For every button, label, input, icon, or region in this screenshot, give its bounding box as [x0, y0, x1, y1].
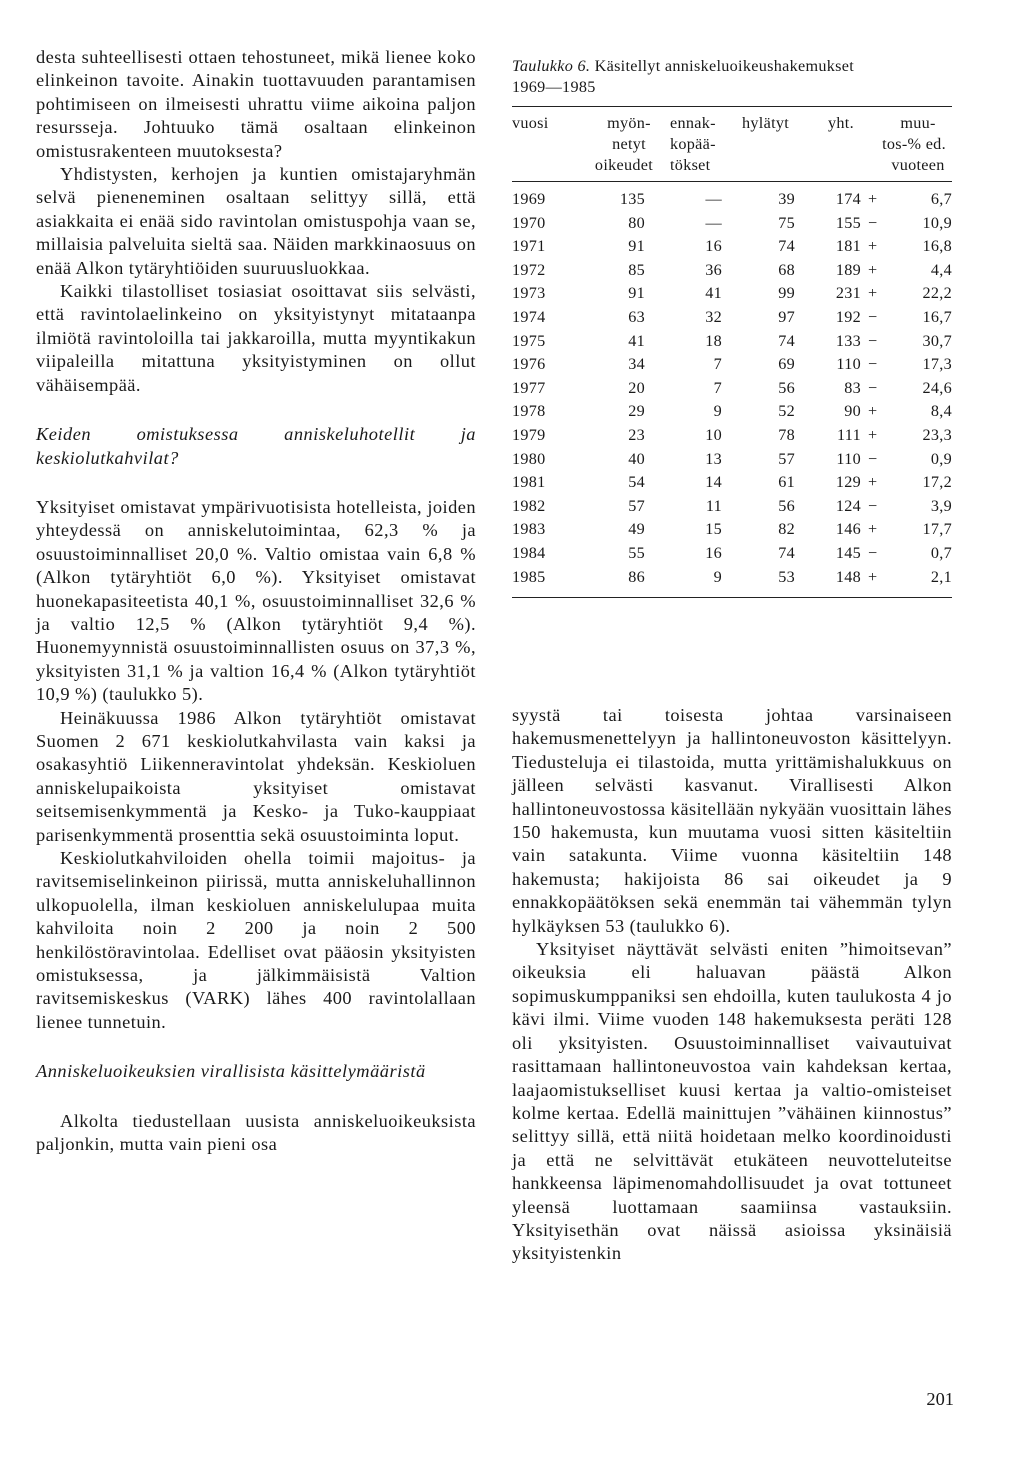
cell-total: 174	[835, 190, 861, 208]
cell-advance: 7	[713, 378, 722, 397]
cell-change	[868, 306, 952, 330]
left-column	[36, 46, 476, 1156]
cell-year: 1983	[512, 520, 546, 539]
paragraph: Yksityiset näyttävät selvästi eniten ”himoitsevan” oikeuksia eli haluavan päästä Alkon sopimuskumppaniksi sen ehdoilla, kuten taulukosta 4 jo kävi ilmi. Viime vuoden 148 hakemuksesta peräti 128 oli yksityisten. Osuustoiminnalliset vaivautuivat rasittamaan hallintoneuvostoa vain kahdeksan kertaa, laajaomistukselliset kuusi kertaa ja valtio-omisteiset kolme kertaa. Edellä mainittujen ”vähäinen kiinnostus” selittyy sillä, että niitä hoidetaan melko koordinoidusti ja että ne selvittävät etukäteen neuvotteluteitse hankkeensa läpimenomahdollisuudet ja ovat tottuneet yleensä luottamaan saamiinsa vastauksiin. Yksityisethän ovat näissä asioissa yksinäisiä yksityistenkin	[512, 939, 952, 1264]
paragraph: Alkolta tiedustellaan uusista anniskeluoikeuksista paljonkin, mutta vain pieni osa	[36, 1110, 476, 1155]
cell-change	[868, 330, 952, 354]
cell-change-sign: +	[868, 237, 878, 256]
cell-change	[868, 188, 952, 212]
cell-change	[868, 566, 952, 590]
table-bottom-rule	[512, 597, 952, 598]
cell-rejected: 99	[778, 284, 795, 303]
cell-granted: 54	[628, 473, 645, 492]
cell-change-sign: −	[868, 307, 878, 326]
cell-year: 1974	[512, 307, 546, 326]
cell-total: 192	[835, 307, 861, 326]
cell-total: 155	[835, 213, 861, 232]
section-heading: Anniskeluoikeuksien virallisista käsittelymääristä	[36, 1061, 426, 1082]
cell-change	[868, 424, 952, 448]
cell-change-value: 17,3	[922, 355, 952, 374]
cell-change-value: 17,7	[922, 520, 952, 539]
cell-year: 1985	[512, 567, 546, 586]
cell-change-value: 24,6	[922, 378, 952, 397]
cell-granted: 91	[628, 237, 645, 256]
cell-change-sign: +	[868, 567, 878, 586]
table-row	[512, 471, 952, 495]
cell-change	[868, 212, 952, 236]
cell-year: 1973	[512, 284, 546, 303]
page-number: 201	[926, 1389, 954, 1409]
cell-year: 1971	[512, 237, 546, 256]
header-total: yht.	[828, 114, 854, 132]
cell-year: 1980	[512, 449, 546, 468]
cell-change	[868, 353, 952, 377]
header-rejected: hylätyt	[742, 114, 790, 132]
cell-granted: 86	[628, 567, 645, 586]
cell-change-sign: +	[868, 520, 878, 539]
cell-granted: 23	[628, 425, 645, 444]
cell-rejected: 97	[778, 307, 795, 326]
cell-year: 1984	[512, 543, 546, 562]
cell-advance: 16	[705, 237, 722, 256]
table-body	[512, 188, 952, 589]
table-row	[512, 542, 952, 566]
cell-year: 1972	[512, 260, 546, 279]
cell-year: 1977	[512, 378, 546, 397]
cell-change-value: 17,2	[922, 473, 952, 492]
cell-advance: 16	[705, 543, 722, 562]
cell-change	[868, 282, 952, 306]
cell-granted: 63	[628, 307, 645, 326]
cell-rejected: 56	[778, 378, 795, 397]
table-header	[512, 107, 952, 181]
table-row	[512, 282, 952, 306]
cell-granted: 20	[628, 378, 645, 397]
table-caption-years: 1969—1985	[512, 78, 596, 96]
cell-change-value: 3,9	[930, 496, 952, 515]
cell-advance: 18	[705, 331, 722, 350]
cell-change	[868, 448, 952, 472]
cell-rejected: 57	[778, 449, 795, 468]
cell-granted: 85	[628, 260, 645, 279]
cell-rejected: 82	[778, 520, 795, 539]
paragraph: Kaikki tilastolliset tosiasiat osoittavat siis selvästi, että ravintolaelinkeino on yksityistynyt mitataanpa ilmiötä ravintoloilla tai jakkaroilla, mutta myyntikakun viipaleilla mitattuna yksityistyminen on ollut vähäisempää.	[36, 281, 476, 395]
cell-change	[868, 471, 952, 495]
header-year: vuosi	[512, 114, 549, 132]
cell-change	[868, 377, 952, 401]
cell-advance: 14	[705, 473, 722, 492]
cell-total: 129	[835, 473, 861, 492]
cell-rejected: 75	[778, 213, 795, 232]
cell-change-sign: +	[868, 473, 878, 492]
table-row	[512, 306, 952, 330]
cell-rejected: 52	[778, 402, 795, 421]
cell-granted: 34	[628, 355, 645, 374]
cell-change-sign: −	[868, 331, 878, 350]
table-row	[512, 400, 952, 424]
cell-change-sign: −	[868, 213, 878, 232]
cell-rejected: 74	[778, 331, 795, 350]
cell-change-sign: −	[868, 543, 878, 562]
cell-rejected: 69	[778, 355, 795, 374]
header-change: muu- tos-% ed. vuoteen	[882, 114, 946, 174]
cell-change-sign: −	[868, 355, 878, 374]
cell-total: 124	[835, 496, 861, 515]
cell-granted: 40	[628, 449, 645, 468]
cell-year: 1970	[512, 213, 546, 232]
cell-rejected: 61	[778, 473, 795, 492]
table-row	[512, 259, 952, 283]
cell-change-value: 23,3	[922, 425, 952, 444]
header-granted: myön- netyt oikeudet	[594, 114, 654, 174]
cell-granted: 91	[628, 284, 645, 303]
cell-granted: 41	[628, 331, 645, 350]
cell-granted: 80	[628, 213, 645, 232]
cell-advance: 15	[705, 520, 722, 539]
right-column	[512, 704, 952, 1266]
table-row	[512, 353, 952, 377]
table-row	[512, 212, 952, 236]
table-row	[512, 377, 952, 401]
cell-total: 148	[835, 567, 861, 586]
cell-rejected: 74	[778, 543, 795, 562]
cell-total: 231	[835, 284, 861, 303]
cell-total: 110	[836, 355, 861, 374]
cell-total: 181	[835, 237, 861, 256]
table-row	[512, 330, 952, 354]
cell-change-value: 10,9	[922, 213, 952, 232]
cell-year: 1969	[512, 190, 546, 208]
cell-change-value: 0,9	[930, 449, 952, 468]
cell-rejected: 53	[778, 567, 795, 586]
cell-change-value: 22,2	[922, 284, 952, 303]
cell-change	[868, 400, 952, 424]
cell-advance: 9	[713, 567, 722, 586]
cell-change-value: 16,7	[922, 307, 952, 326]
cell-advance: —	[705, 213, 722, 232]
cell-change-sign: +	[868, 402, 878, 421]
cell-change-value: 0,7	[930, 543, 952, 562]
cell-granted: 55	[628, 543, 645, 562]
cell-advance: —	[705, 190, 722, 208]
cell-change-value: 16,8	[922, 237, 952, 256]
cell-advance: 36	[705, 260, 722, 279]
cell-advance: 11	[705, 496, 722, 515]
cell-rejected: 78	[778, 425, 795, 444]
paragraph: Keskiolutkahviloiden ohella toimii majoitus- ja ravitsemiselinkeinon piirissä, mutta anniskeluhallinnon ulkopuolella, ilman keskioluen anniskelulupaa muita kahviloita noin 2 200 ja noin 2 500 henkilöstöravintolaa. Edelliset ovat pääosin yksityisten omistuksessa, ja jälkimmäisistä Valtion ravitsemiskeskus (VARK) lähes 400 ravintolallaan lienee tunnetuin.	[36, 848, 476, 1032]
cell-change	[868, 518, 952, 542]
paragraph: Yhdistysten, kerhojen ja kuntien omistajaryhmän selvä pieneneminen osaltaan selittyy sillä, että asiakkaita ei enää sido ravintolan omistuspohja vaan se, millaisia palveluita sieltä saa. Näiden markkinaosuus on enää Alkon tytäryhtiöiden suuruusluokkaa.	[36, 164, 476, 278]
cell-advance: 9	[713, 402, 722, 421]
cell-change-sign: +	[868, 260, 878, 279]
paragraph: desta suhteellisesti ottaen tehostuneet, mikä lienee koko elinkeinon tavoite. Ainakin tuottavuuden parantamisen pohtimiseen on ilmeisesti uhrattu viime aikoina paljon resursseja. Johtuuko tämä osaltaan elinkeinon omistusrakenteen muutoksesta?	[36, 47, 476, 161]
cell-change-sign: −	[868, 496, 878, 515]
section-heading: Keiden omistuksessa anniskeluhotellit ja keskiolutkahvilat?	[36, 424, 476, 468]
cell-change	[868, 495, 952, 519]
table-row	[512, 495, 952, 519]
table-caption-label: Taulukko 6.	[512, 57, 591, 75]
cell-year: 1976	[512, 355, 546, 374]
cell-advance: 10	[705, 425, 722, 444]
cell-year: 1982	[512, 496, 546, 515]
table-caption	[512, 56, 952, 98]
cell-change	[868, 542, 952, 566]
table-caption-title: Käsitellyt anniskeluoikeushakemukset	[594, 57, 855, 75]
paragraph: Yksityiset omistavat ympärivuotisista hotelleista, joiden yhteydessä on anniskelutoimintaa, 62,3 % ja osuustoiminnalliset 20,0 %. Valtio omistaa vain 6,8 % (Alkon tytäryhtiöt 6,0 %). Yksityiset omistavat huonekapasiteetista 40,1 %, osuustoiminnalliset 32,6 % ja valtio 12,5 % (Alkon tytäryhtiöt 9,4 %). Huonemyynnistä osuustoiminnallisten osuus on 37,3 %, yksityisten 31,1 % ja valtion 16,4 % (Alkon tytäryhtiöt 10,9 %) (taulukko 5).	[36, 496, 476, 705]
cell-rejected: 39	[778, 190, 795, 208]
paragraph: Heinäkuussa 1986 Alkon tytäryhtiöt omistavat Suomen 2 671 keskiolutkahvilasta vain kaksi ja osakasyhtiö Liikenneravintolat yhdeksän. Keskioluen anniskelupaikoista yksityiset omistavat seitsemisenkymmentä ja Kesko- ja Tuko-kauppiaat parisenkymmentä prosenttia sekä osuustoiminta loput.	[36, 707, 476, 845]
cell-year: 1979	[512, 425, 546, 444]
cell-year: 1978	[512, 402, 546, 421]
cell-total: 145	[835, 543, 861, 562]
cell-advance: 32	[705, 307, 722, 326]
table-header-rule	[512, 181, 952, 182]
cell-change	[868, 235, 952, 259]
cell-change-sign: −	[868, 378, 878, 397]
cell-total: 146	[835, 520, 861, 539]
cell-change-sign: −	[868, 449, 878, 468]
cell-granted: 135	[619, 190, 645, 208]
cell-change-value: 8,4	[930, 402, 952, 421]
table-row	[512, 566, 952, 590]
cell-granted: 49	[628, 520, 645, 539]
table-6	[512, 56, 952, 598]
table-row	[512, 518, 952, 542]
header-advance: ennak- kopää- tökset	[670, 114, 716, 174]
cell-total: 83	[844, 378, 861, 397]
cell-change-sign: +	[868, 425, 878, 444]
cell-total: 133	[835, 331, 861, 350]
cell-change-value: 2,1	[930, 567, 952, 586]
cell-total: 90	[844, 402, 861, 421]
cell-total: 111	[837, 425, 861, 444]
table-row	[512, 448, 952, 472]
cell-total: 110	[836, 449, 861, 468]
table-row	[512, 235, 952, 259]
cell-granted: 57	[628, 496, 645, 515]
cell-granted: 29	[628, 402, 645, 421]
table-row	[512, 188, 952, 212]
cell-total: 189	[835, 260, 861, 279]
cell-year: 1975	[512, 331, 546, 350]
cell-change-value: 4,4	[930, 260, 952, 279]
cell-change-sign: +	[868, 284, 878, 303]
cell-change-value: 30,7	[922, 331, 952, 350]
cell-advance: 13	[705, 449, 722, 468]
cell-change	[868, 259, 952, 283]
cell-advance: 7	[713, 355, 722, 374]
cell-year: 1981	[512, 473, 546, 492]
cell-change-value: 6,7	[930, 190, 952, 208]
cell-rejected: 74	[778, 237, 795, 256]
paragraph: syystä tai toisesta johtaa varsinaiseen hakemusmenettelyyn ja hallintoneuvoston käsittelyyn. Tiedusteluja ei tilastoida, mutta yrittämishalukkuus on jälleen selvästi kasvanut. Virallisesti Alkon hallintoneuvostossa käsitellään nykyään vuosittain lähes 150 hakemusta, kun muutama vuosi sitten käsiteltiin vain satakunta. Viime vuonna käsiteltiin 148 hakemusta; hakijoista 86 sai oikeudet ja 9 ennakkopäätöksen sekä enemmän tai vähemmän tylyn hylkäyksen 53 (taulukko 6).	[512, 705, 952, 936]
cell-rejected: 68	[778, 260, 795, 279]
cell-change-sign: +	[868, 190, 878, 208]
table-row	[512, 424, 952, 448]
cell-rejected: 56	[778, 496, 795, 515]
cell-advance: 41	[705, 284, 722, 303]
